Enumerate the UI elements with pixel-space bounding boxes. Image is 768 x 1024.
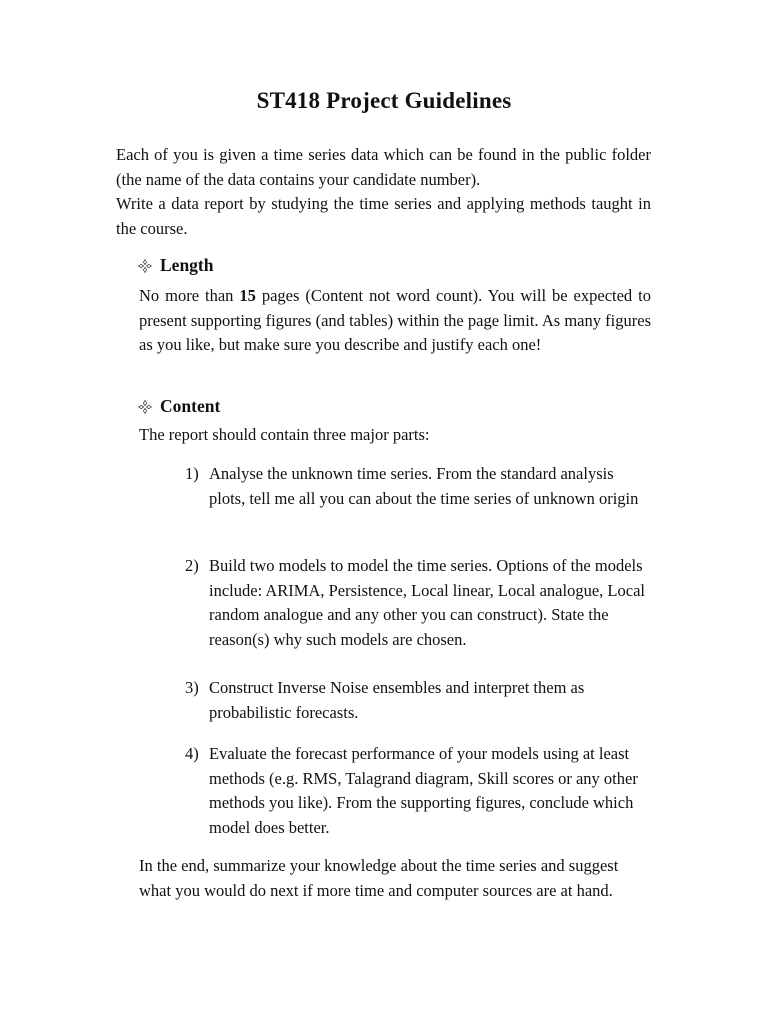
list-item-text: Analyse the unknown time series. From the standard analysis plots, tell me all you can about the time series of unknown origin [209, 464, 639, 508]
length-paragraph [139, 284, 651, 358]
intro-paragraph-1: Each of you is given a time series data which can be found in the public folder (the name of the data contains your candidate number). [116, 145, 651, 189]
page-limit-number: 15 [239, 286, 256, 305]
content-heading-text: Content [160, 396, 221, 416]
content-section-heading [138, 396, 220, 417]
length-text-after: pages (Content not word count). You will be expected to present supporting figures (and tables) within the page limit. As many figures as you like, but make sure you describe and justify each one! [139, 286, 651, 354]
intro-paragraphs [116, 143, 651, 241]
list-item [185, 462, 645, 511]
intro-paragraph-2: Write a data report by studying the time series and applying methods taught in the course. [116, 194, 651, 238]
list-item-number: 3) [185, 678, 199, 697]
list-item-number: 4) [185, 744, 199, 763]
length-text-before: No more than [139, 286, 240, 305]
four-diamond-bullet-icon [138, 400, 152, 414]
document-title: ST418 Project Guidelines [256, 88, 512, 113]
list-item-text: Build two models to model the time series. Options of the models include: ARIMA, Persistence, Local linear, Local analogue, Local random analogue and any other you can construct). State the reason(s) why such models are chosen. [209, 556, 645, 649]
four-diamond-bullet-icon [138, 259, 152, 273]
list-item-text: Construct Inverse Noise ensembles and interpret them as probabilistic forecasts. [209, 678, 585, 722]
length-section-heading [138, 255, 213, 276]
list-item [185, 742, 645, 840]
list-item [185, 676, 645, 725]
conclusion-paragraph: In the end, summarize your knowledge about the time series and suggest what you would do next if more time and computer sources are at hand. [139, 856, 619, 900]
list-item-number: 1) [185, 464, 199, 483]
list-item-text: Evaluate the forecast performance of your models using at least methods (e.g. RMS, Talagrand diagram, Skill scores or any other methods you like). From the supporting figures, conclude which model does better. [209, 744, 638, 837]
list-item [185, 554, 645, 652]
content-intro: The report should contain three major parts: [139, 425, 430, 444]
list-item-number: 2) [185, 556, 199, 575]
length-heading-text: Length [160, 255, 214, 275]
